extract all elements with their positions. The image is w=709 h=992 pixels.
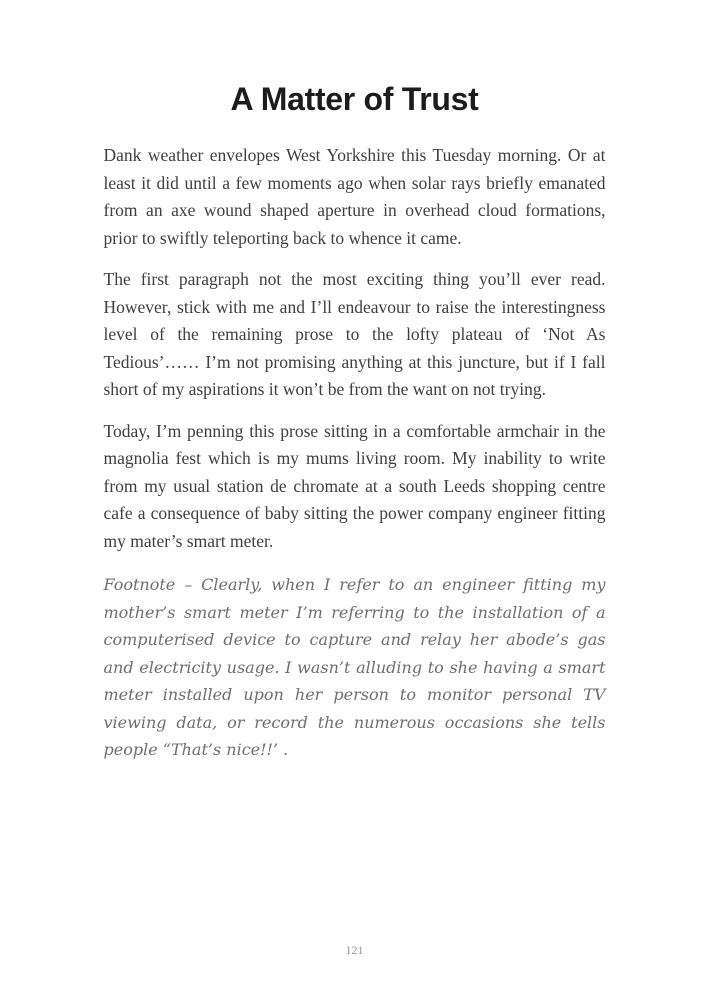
body-paragraph-3: Today, I’m penning this prose sitting in a comfortable armchair in the magnolia fest which is my mums living room. My inability to write from my usual station de chromate at a south Leeds shopping centre cafe a consequence of baby sitting the power company engineer fitting my mater’s smart meter. <box>103 420 606 551</box>
footnote-paragraph: Footnote – Clearly, when I refer to an engineer fitting my mother’s smart meter I’m referring to the installation of a computerised device to capture and relay her abode’s gas and electricity usage. I wasn’t alluding to she having a smart meter installed upon her person to monitor personal TV viewing data, or record the numerous occasions she tells people “That’s nice!!’ . <box>103 575 606 759</box>
body-paragraph-2: The first paragraph not the most exciting thing you’ll ever read. However, stick with me and I’ll endeavour to raise the interestingness level of the remaining prose to the lofty plateau of ‘Not As Tedious’…… I’m not promising anything at this juncture, but if I fall short of my aspirations it won’t be from the want on not trying. <box>103 269 606 399</box>
document-page <box>104 0 606 764</box>
page-title: A Matter of Trust <box>230 81 479 117</box>
body-paragraph-1: Dank weather envelopes West Yorkshire this Tuesday morning. Or at least it did until a few moments ago when solar rays briefly emanated from an axe wound shaped aperture in overhead cloud formations, prior to swiftly teleporting back to whence it came. <box>103 145 606 248</box>
page-number: 121 <box>345 943 364 957</box>
